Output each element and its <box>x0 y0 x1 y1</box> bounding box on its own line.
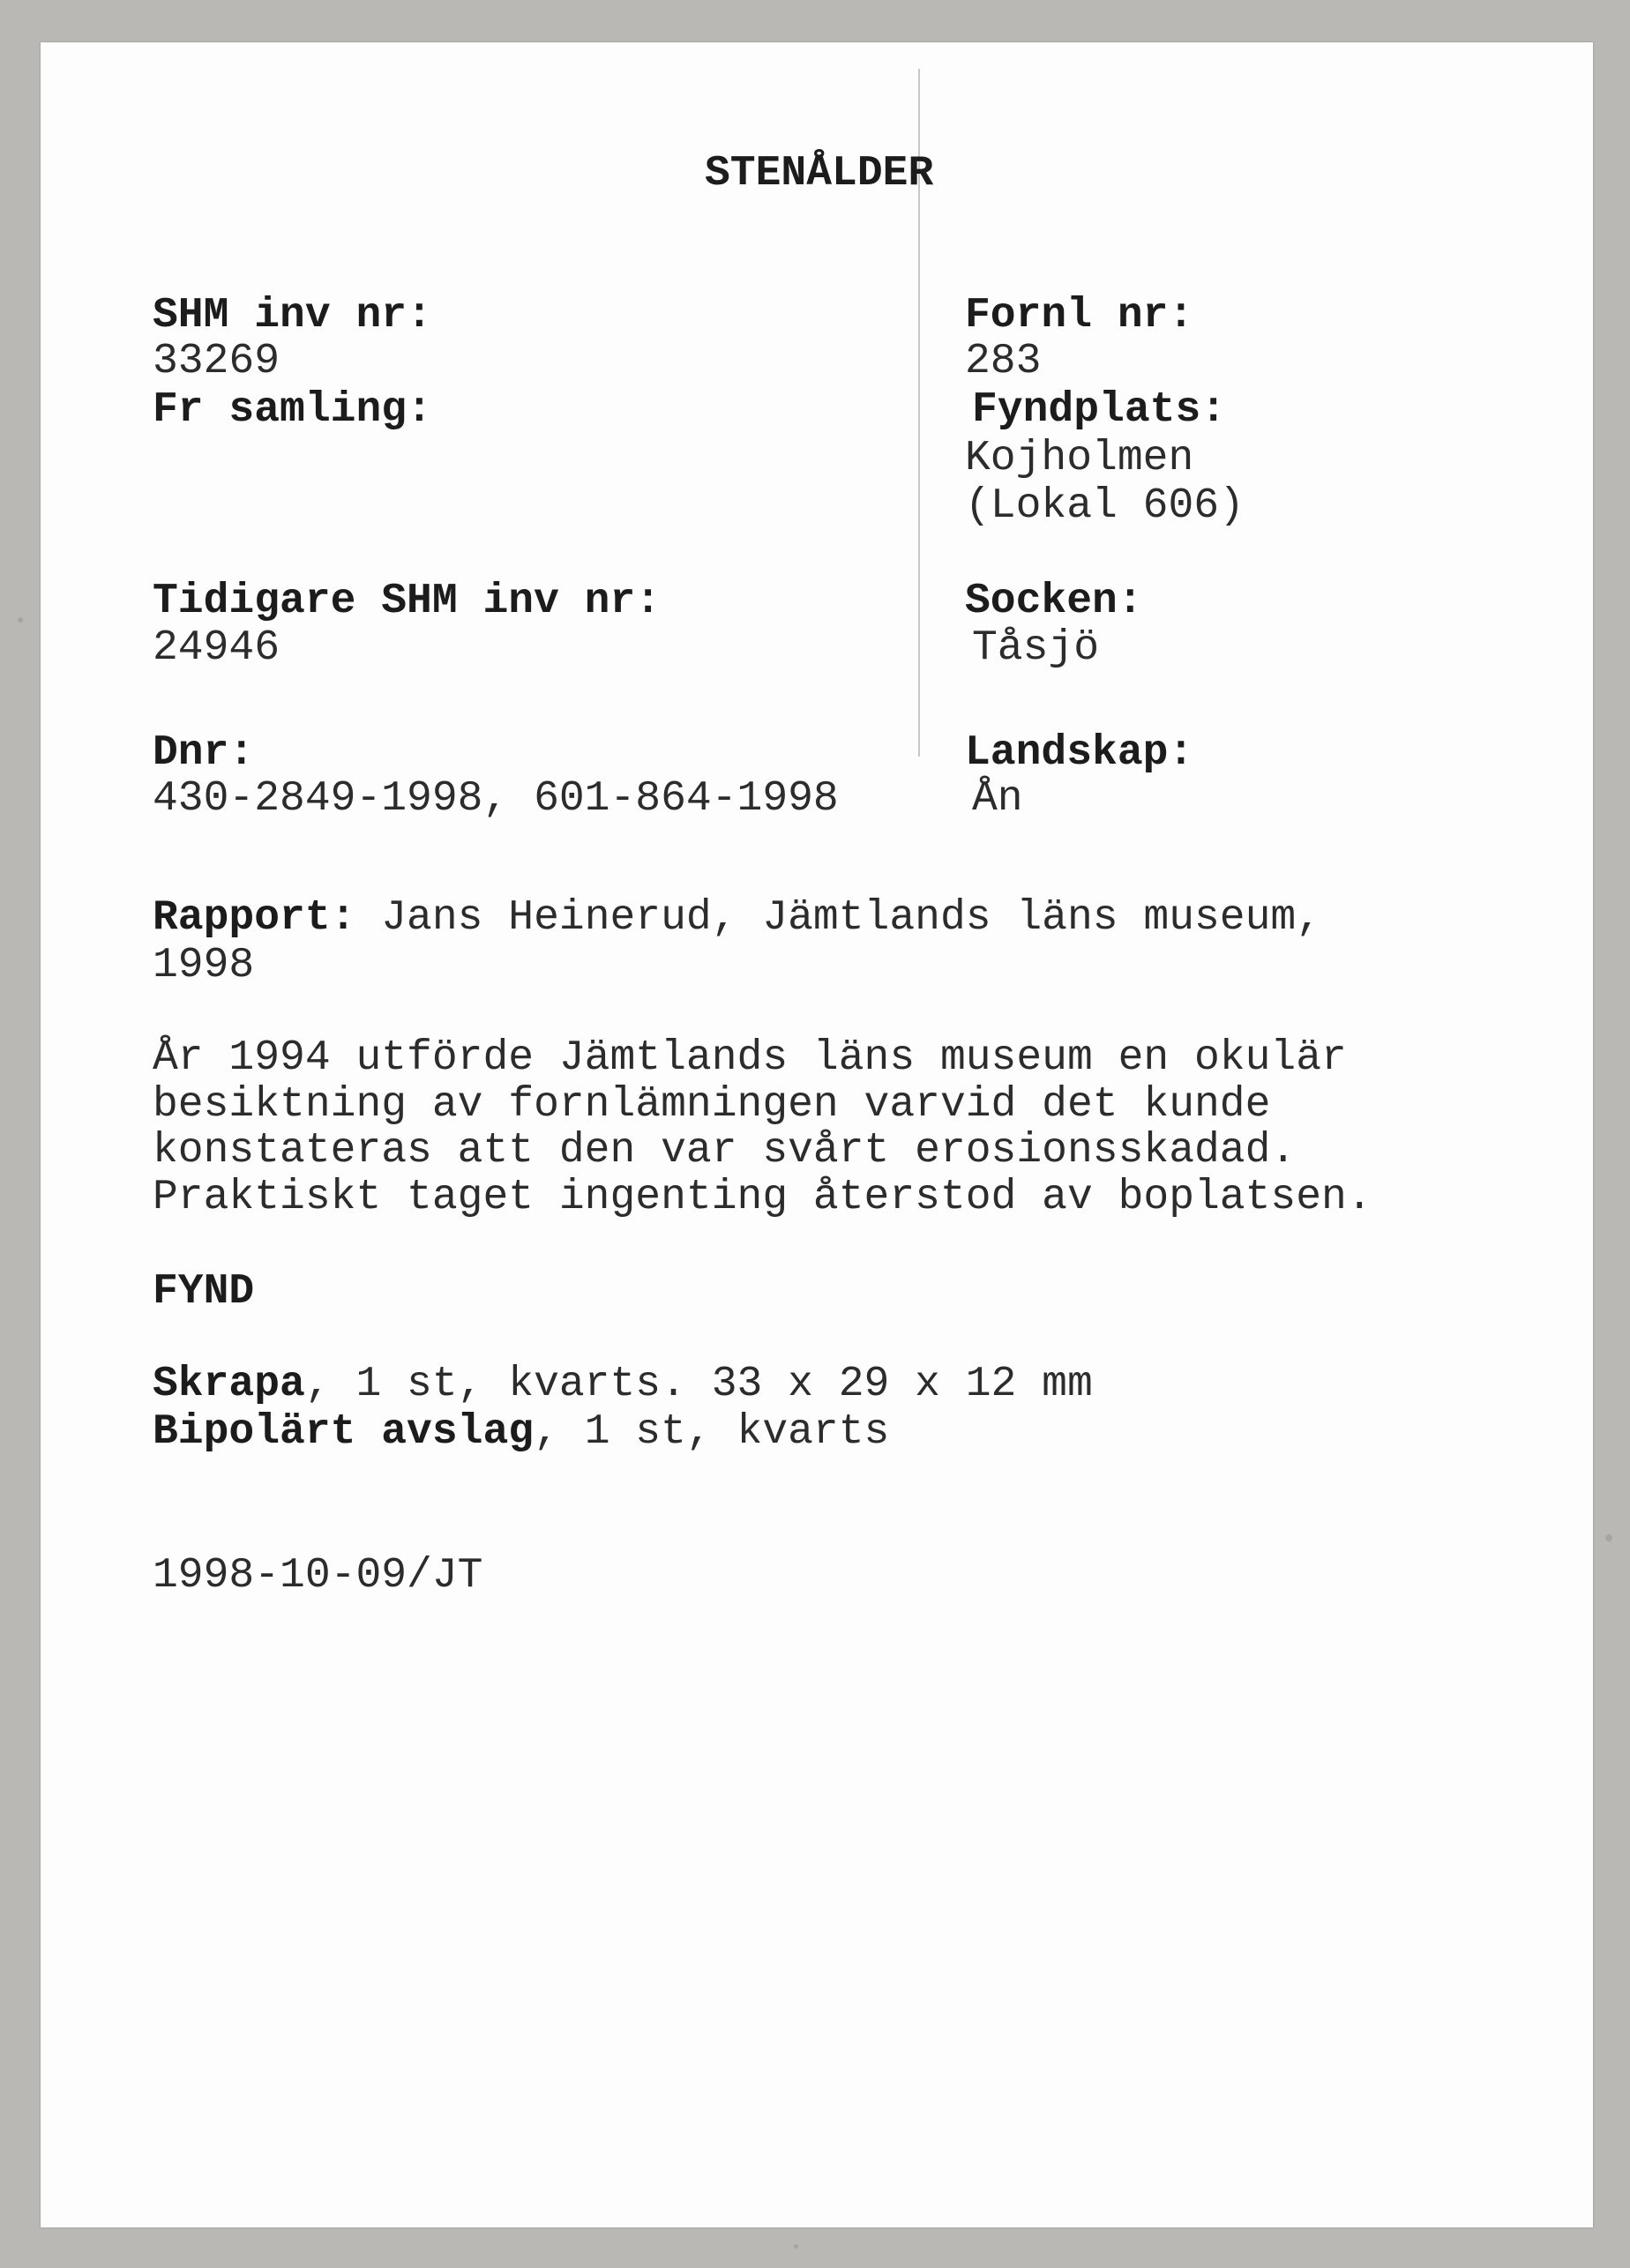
dnr-label: Dnr: <box>153 729 255 777</box>
fyndplats-label: Fyndplats: <box>972 386 1227 434</box>
description-line: År 1994 utförde Jämtlands läns museum en okulär <box>153 1034 1347 1082</box>
fyndplats-value-line2: (Lokal 606) <box>965 482 1245 530</box>
socken-label: Socken: <box>965 578 1143 625</box>
tidigare-shm-inv-label: Tidigare SHM inv nr: <box>153 578 662 625</box>
rapport-line <box>153 894 1321 942</box>
description-line: Praktiskt taget ingenting återstod av boplatsen. <box>153 1174 1372 1221</box>
shm-inv-label: SHM inv nr: <box>153 292 432 339</box>
rapport-label: Rapport: <box>153 894 356 942</box>
tidigare-shm-inv-value: 24946 <box>153 624 280 672</box>
cardboard-speck <box>18 617 23 623</box>
rapport-year: 1998 <box>153 942 255 989</box>
landskap-label: Landskap: <box>965 729 1194 777</box>
find-details: , 1 st, kvarts <box>534 1408 890 1456</box>
fyndplats-value-line1: Kojholmen <box>965 435 1194 482</box>
fynd-heading: FYND <box>153 1268 255 1316</box>
document-sheet <box>41 42 1593 2227</box>
cardboard-speck <box>1605 1534 1612 1541</box>
fornl-nr-label: Fornl nr: <box>965 292 1194 339</box>
cardboard-speck <box>794 2244 798 2249</box>
fornl-nr-value: 283 <box>965 338 1042 385</box>
find-details: , 1 st, kvarts. 33 x 29 x 12 mm <box>304 1361 1093 1408</box>
shm-inv-value: 33269 <box>153 338 280 385</box>
dnr-value: 430-2849-1998, 601-864-1998 <box>153 775 839 823</box>
landskap-value: Ån <box>972 775 1023 823</box>
fr-samling-label: Fr samling: <box>153 386 432 434</box>
document-heading: STENÅLDER <box>705 150 934 198</box>
socken-value: Tåsjö <box>972 624 1100 672</box>
description-line: besiktning av fornlämningen varvid det kunde <box>153 1081 1271 1129</box>
find-name: Bipolärt avslag <box>153 1408 535 1456</box>
find-item <box>153 1361 1093 1408</box>
find-item <box>153 1408 889 1456</box>
description-line: konstateras att den var svårt erosionsskadad. <box>153 1127 1297 1175</box>
find-name: Skrapa <box>153 1361 305 1408</box>
rapport-text: Jans Heinerud, Jämtlands läns museum, <box>381 894 1322 942</box>
signature-date: 1998-10-09/JT <box>153 1552 483 1600</box>
